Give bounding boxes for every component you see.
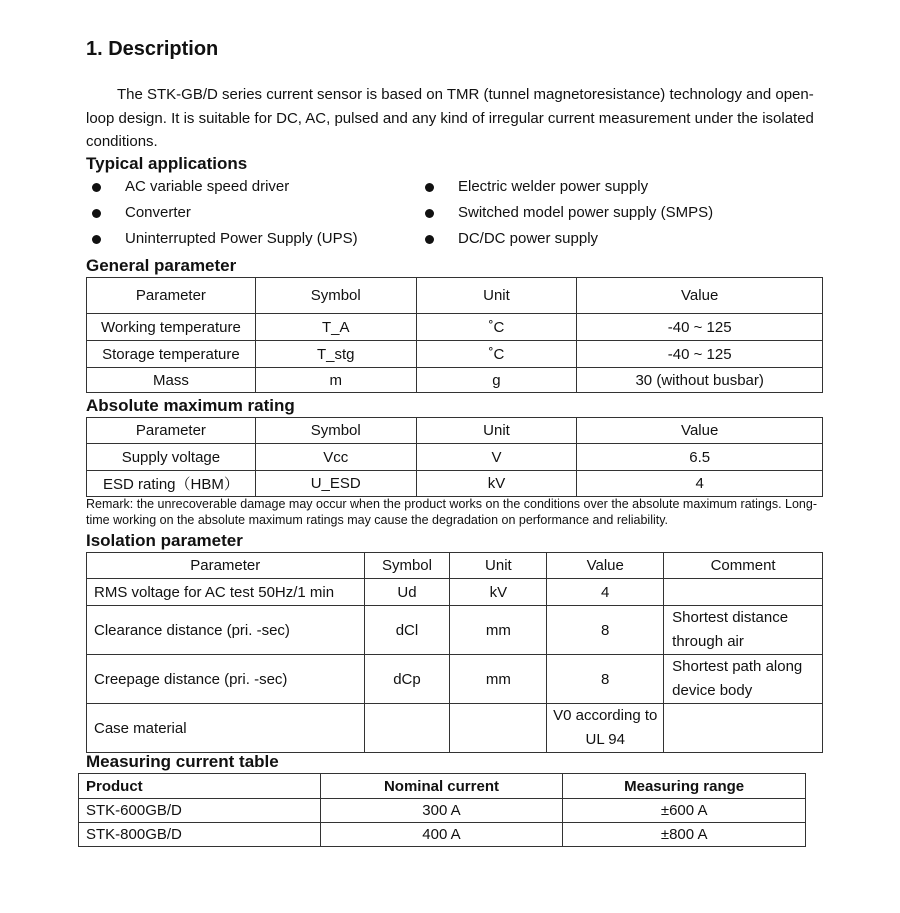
table-row <box>87 341 823 368</box>
measuring-table <box>78 773 806 847</box>
table-header-row <box>79 774 806 799</box>
isolation-heading: Isolation parameter <box>86 531 243 550</box>
table-cell: m <box>255 368 416 393</box>
table-header-cell: Parameter <box>87 418 256 444</box>
table-cell: ±600 A <box>563 799 806 823</box>
table-cell: T_A <box>255 314 416 341</box>
table-cell: Vcc <box>255 444 416 471</box>
table-cell: Clearance distance (pri. -sec) <box>87 606 365 655</box>
table-cell: -40 ~ 125 <box>577 341 823 368</box>
table-cell: T_stg <box>255 341 416 368</box>
table-header-cell: Parameter <box>87 278 256 314</box>
table-cell: STK-600GB/D <box>79 799 321 823</box>
table-header-cell: Symbol <box>255 418 416 444</box>
table-cell: Shortest path along device body <box>664 655 823 704</box>
table-cell <box>664 704 823 753</box>
table-row <box>79 799 806 823</box>
table-row <box>87 314 823 341</box>
table-row <box>87 606 823 655</box>
table-cell: 4 <box>577 471 823 497</box>
table-cell: 400 A <box>320 823 563 847</box>
table-cell: Ud <box>364 579 450 606</box>
table-row <box>87 444 823 471</box>
table-row <box>87 704 823 753</box>
intro-paragraph: The STK-GB/D series current sensor is based on TMR (tunnel magnetoresistance) technology and open-loop design. It is suitable for DC, AC, pulsed and any kind of irregular current measurement under the isolated conditions. <box>86 86 814 150</box>
table-row <box>87 655 823 704</box>
table-cell: mm <box>450 655 547 704</box>
table-header-cell: Comment <box>664 553 823 579</box>
table-cell: 4 <box>547 579 664 606</box>
measuring-heading: Measuring current table <box>86 752 279 771</box>
table-cell: ˚C <box>416 314 577 341</box>
bullet-icon <box>92 235 101 244</box>
bullet-icon <box>92 183 101 192</box>
table-header-cell: Symbol <box>364 553 450 579</box>
table-cell: dCl <box>364 606 450 655</box>
table-cell: U_ESD <box>255 471 416 497</box>
table-cell: 8 <box>547 655 664 704</box>
table-header-cell: Symbol <box>255 278 416 314</box>
isolation-table <box>86 552 823 753</box>
table-header-cell: Value <box>547 553 664 579</box>
table-cell: Supply voltage <box>87 444 256 471</box>
table-cell <box>450 704 547 753</box>
table-cell: kV <box>416 471 577 497</box>
remark-text: Remark: the unrecoverable damage may occur when the product works on the conditions over the absolute maximum ratings. Long-time working on the absolute maximum ratings may cause the degradation on performance and reliability. <box>86 497 817 527</box>
table-cell: dCp <box>364 655 450 704</box>
bullet-icon <box>425 183 434 192</box>
table-cell <box>664 579 823 606</box>
bullet-icon <box>425 209 434 218</box>
table-header-cell: Product <box>79 774 321 799</box>
table-cell: -40 ~ 125 <box>577 314 823 341</box>
table-cell: 6.5 <box>577 444 823 471</box>
table-header-cell: Measuring range <box>563 774 806 799</box>
table-row <box>79 823 806 847</box>
table-header-cell: Value <box>577 418 823 444</box>
table-cell: Creepage distance (pri. -sec) <box>87 655 365 704</box>
table-header-cell: Unit <box>416 418 577 444</box>
table-cell: kV <box>450 579 547 606</box>
table-cell: 30 (without busbar) <box>577 368 823 393</box>
table-cell: Case material <box>87 704 365 753</box>
table-header-row <box>87 553 823 579</box>
table-row <box>87 471 823 497</box>
table-row <box>87 368 823 393</box>
table-cell: Shortest distance through air <box>664 606 823 655</box>
table-cell: 300 A <box>320 799 563 823</box>
table-cell: V <box>416 444 577 471</box>
table-header-cell: Unit <box>416 278 577 314</box>
table-cell: mm <box>450 606 547 655</box>
general-table <box>86 277 823 393</box>
table-row <box>87 579 823 606</box>
table-cell: Mass <box>87 368 256 393</box>
bullet-icon <box>92 209 101 218</box>
table-cell: RMS voltage for AC test 50Hz/1 min <box>87 579 365 606</box>
table-cell: STK-800GB/D <box>79 823 321 847</box>
general-heading: General parameter <box>86 256 237 275</box>
table-cell: ±800 A <box>563 823 806 847</box>
applications-heading: Typical applications <box>86 154 248 173</box>
table-cell: V0 according to UL 94 <box>547 704 664 753</box>
table-cell: 8 <box>547 606 664 655</box>
table-header-cell: Parameter <box>87 553 365 579</box>
section-title: 1. Description <box>86 38 219 60</box>
absolute-heading: Absolute maximum rating <box>86 396 295 415</box>
table-header-row <box>87 278 823 314</box>
bullet-icon <box>425 235 434 244</box>
table-header-row <box>87 418 823 444</box>
table-header-cell: Nominal current <box>320 774 563 799</box>
table-cell <box>364 704 450 753</box>
table-cell: ˚C <box>416 341 577 368</box>
table-cell: Storage temperature <box>87 341 256 368</box>
table-cell: g <box>416 368 577 393</box>
table-header-cell: Value <box>577 278 823 314</box>
table-cell: ESD rating（HBM） <box>87 471 256 497</box>
table-cell: Working temperature <box>87 314 256 341</box>
table-header-cell: Unit <box>450 553 547 579</box>
absolute-table <box>86 417 823 497</box>
